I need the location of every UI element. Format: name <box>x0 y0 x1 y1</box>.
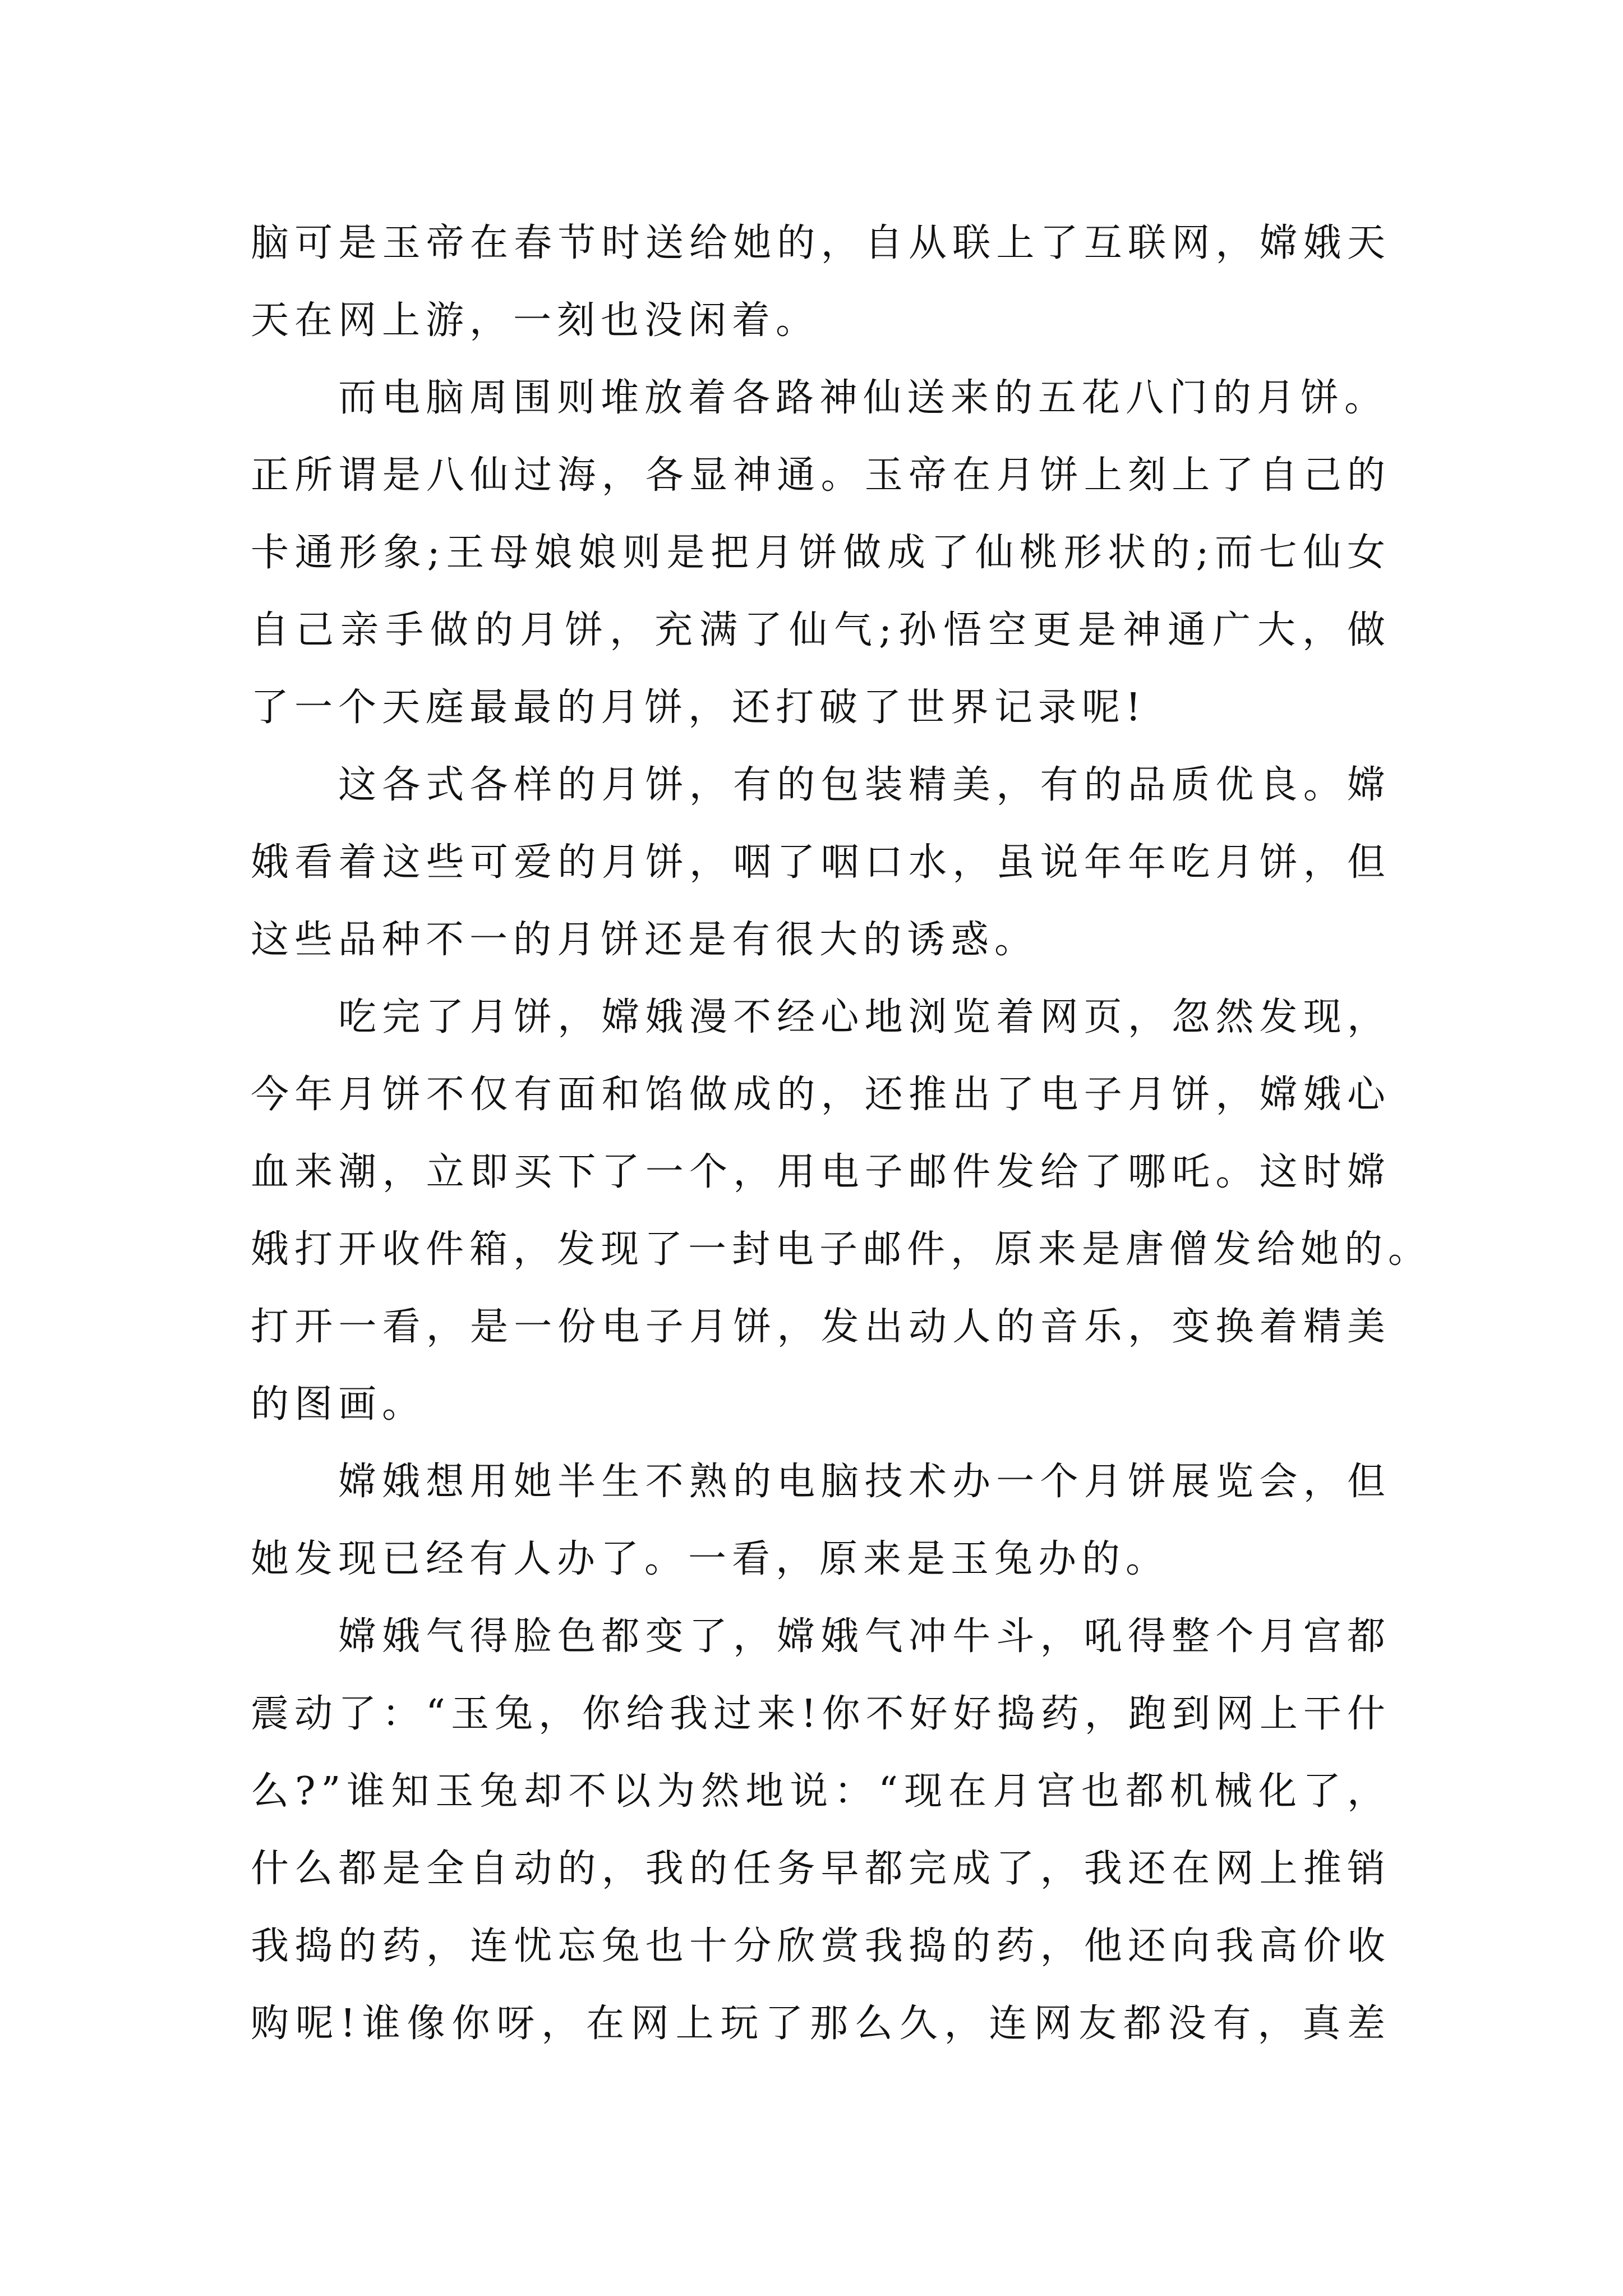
text-line: 了一个天庭最最的月饼，还打破了世界记录呢! <box>251 685 1147 730</box>
text-line: 我捣的药，连忧忘兔也十分欣赏我捣的药，他还向我高价收 <box>251 1924 1391 1968</box>
paragraph <box>251 1598 1391 2063</box>
text-line: 吃完了月饼，嫦娥漫不经心地浏览着网页，忽然发现， <box>338 995 1391 1039</box>
text-line: 购呢!谁像你呀，在网上玩了那么久，连网友都没有，真差 <box>251 2001 1391 2046</box>
text-line: 血来潮，立即买下了一个，用电子邮件发给了哪吒。这时嫦 <box>251 1150 1391 1194</box>
text-line: 正所谓是八仙过海，各显神通。玉帝在月饼上刻上了自己的 <box>251 453 1391 498</box>
text-line: 嫦娥气得脸色都变了，嫦娥气冲牛斗，吼得整个月宫都 <box>338 1614 1391 1659</box>
text-line: 的图画。 <box>251 1382 426 1427</box>
body-text <box>251 205 1432 2063</box>
text-line: 娥看着这些可爱的月饼，咽了咽口水，虽说年年吃月饼，但 <box>251 840 1391 885</box>
text-line: 她发现已经有人办了。一看，原来是玉兔办的。 <box>251 1537 1170 1581</box>
text-line: 震动了：“玉兔，你给我过来!你不好好捣药，跑到网上干什 <box>251 1692 1391 1736</box>
paragraph <box>251 747 1391 979</box>
text-line: 今年月饼不仅有面和馅做成的，还推出了电子月饼，嫦娥心 <box>251 1073 1391 1117</box>
text-line: 什么都是全自动的，我的任务早都完成了，我还在网上推销 <box>251 1847 1391 1891</box>
paragraph <box>251 1443 1391 1598</box>
text-line: 自己亲手做的月饼，充满了仙气;孙悟空更是神通广大，做 <box>251 608 1391 652</box>
paragraph <box>251 205 1391 360</box>
text-line: 这些品种不一的月饼还是有很大的诱惑。 <box>251 918 1039 962</box>
text-line: 娥打开收件箱，发现了一封电子邮件，原来是唐僧发给她的。 <box>251 1227 1432 1272</box>
text-line: 打开一看，是一份电子月饼，发出动人的音乐，变换着精美 <box>251 1305 1391 1349</box>
text-line: 而电脑周围则堆放着各路神仙送来的五花八门的月饼。 <box>338 376 1389 420</box>
text-line: 这各式各样的月饼，有的包装精美，有的品质优良。嫦 <box>338 763 1391 807</box>
text-line: 脑可是玉帝在春节时送给她的，自从联上了互联网，嫦娥天 <box>251 221 1391 265</box>
paragraph <box>251 979 1432 1443</box>
text-line: 嫦娥想用她半生不熟的电脑技术办一个月饼展览会，但 <box>338 1460 1391 1504</box>
text-line: 么?”谁知玉兔却不以为然地说：“现在月宫也都机械化了， <box>251 1769 1391 1814</box>
paragraph <box>251 360 1391 747</box>
text-line: 卡通形象;王母娘娘则是把月饼做成了仙桃形状的;而七仙女 <box>251 531 1391 575</box>
text-line: 天在网上游，一刻也没闲着。 <box>251 298 820 343</box>
